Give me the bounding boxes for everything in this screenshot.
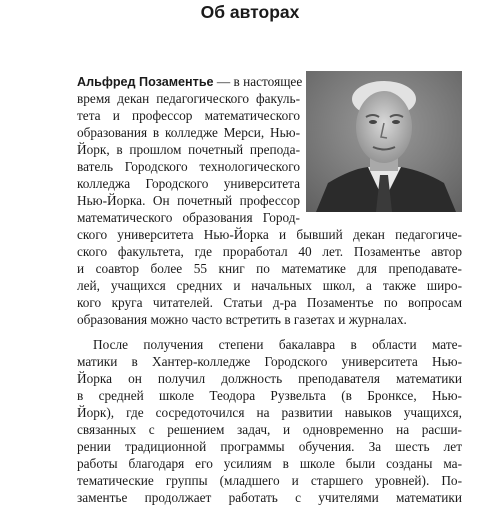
text-line: и соавтор более 55 книг по математике для преподавате-	[77, 261, 462, 276]
text-line: ского университета Нью-Йорка и бывший декан педагогиче-	[77, 227, 462, 242]
text-line: рении традиционной программы обучения. За шесть лет	[77, 439, 462, 454]
text-line: Альфред Позаментье — в настоящее	[77, 74, 303, 89]
text-line: Нью-Йорка. Он почетный профессор	[77, 193, 300, 208]
text-line: ского факультета, где проработал 40 лет. Позаментье автор	[77, 244, 462, 259]
text-line: тета и профессор математического	[77, 108, 300, 123]
text-line: математического образования Город-	[77, 210, 300, 225]
author-photo	[306, 71, 462, 212]
text-line: связанных с решением задач, и одновременно на расши-	[77, 422, 462, 437]
text-line: работы благодаря его усилиям в школе были созданы ма-	[77, 456, 462, 471]
author-name: Альфред Позаментье	[77, 75, 214, 89]
text-line: После получения степени бакалавра в области мате-	[93, 337, 462, 352]
text-line: Йорка он получил должность преподавателя математики	[77, 371, 462, 386]
text-line: кого круга читателей. Статьи д-ра Позаментье по вопросам	[77, 295, 462, 310]
text-line: колледжа Городского университета	[77, 176, 300, 191]
text-line: лей, учащихся средних и начальных школ, а также широ-	[77, 278, 462, 293]
text-line: заментье продолжает работать с учителями математики	[77, 490, 462, 505]
page-title: Об авторах	[200, 2, 300, 22]
text-line: матики в Хантер-колледже Городского университета Нью-	[77, 354, 462, 369]
text-line: Йорк, в прошлом почетный препода-	[77, 142, 300, 157]
text-line: образования можно часто встретить в газетах и журналах.	[77, 312, 407, 327]
text-line: в средней школе Теодора Рузвельта (в Бронксе, Нью-	[77, 388, 462, 403]
text-line: тематические группы (младшего и старшего уровней). По-	[77, 473, 462, 488]
text-line: образования в колледже Мерси, Нью-	[77, 125, 300, 140]
text-line: время декан педагогического факуль-	[77, 91, 300, 106]
text-line: ватель Городского технологического	[77, 159, 300, 174]
text-line: Йорк), где сосредоточился на развитии навыков учащихся,	[77, 405, 462, 420]
